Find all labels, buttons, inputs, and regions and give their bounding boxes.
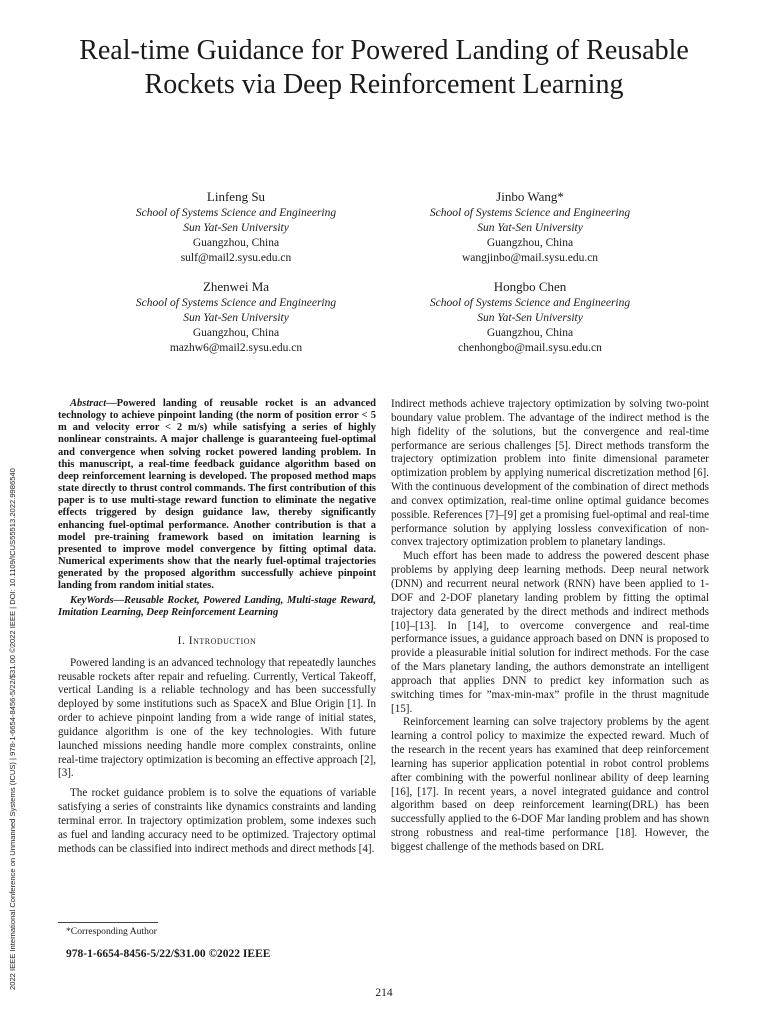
author-email: chenhongbo@mail.sysu.edu.cn <box>458 342 602 354</box>
author-name: Linfeng Su <box>206 189 266 204</box>
abstract-text: —Powered landing of reusable rocket is an advanced technology to achieve pinpoint landing (the norm of position error < 5 m and velocity error < 2 m/s) while satisfying a series of highly nonlinear constraints. A major challenge is guaranteeing fuel-optimal and convergence when solving rocket powered landing problem. In this manuscript, a real-time feedback guidance algorithm based on deep reinforcement learning is developed. The proposed method maps state directly to thrust control commands. The first contribution of this paper is to use multi-stage reward function to eliminate the negative effects triggered by design guidance law, thereby significantly enhancing fuel-optimal performance. Another contribution is that a model pre-training framework based on imitation learning is presented to improve model convergence by fitting optimal data. Numerical experiments show that the nearly fuel-optimal trajectories generated by the proposed algorithm successfully achieve pinpoint landing from random initial states. <box>58 398 376 592</box>
author-email: mazhw6@mail2.sysu.edu.cn <box>169 342 303 354</box>
author-block-2 <box>370 188 690 266</box>
author-affiliation: School of Systems Science and Engineering <box>135 207 337 219</box>
right-column <box>391 398 709 855</box>
abstract-label: Abstract <box>70 398 107 409</box>
author-email: sulf@mail2.sysu.edu.cn <box>180 252 292 264</box>
footnote: *Corresponding Author <box>66 926 157 937</box>
left-column <box>58 398 376 856</box>
author-block-1 <box>76 188 396 266</box>
author-name: Hongbo Chen <box>493 279 567 294</box>
keywords: KeyWords—Reusable Rocket, Powered Landing, Multi-stage Reward, Imitation Learning, Deep Reinforcement Learning <box>58 594 376 618</box>
page-number: 214 <box>375 987 393 999</box>
section-heading: I. Introduction <box>177 634 257 647</box>
author-affiliation: School of Systems Science and Engineering <box>429 297 631 309</box>
body-paragraph: Reinforcement learning can solve trajectory problems by the agent learning a control policy to maximize the expected reward. Much of the research in the recent years has examined that deep reinforcement learning has superior application potential in robot control problems after combining with the powerful nonlinear ability of deep learning [16], [17]. In recent years, a novel integrated guidance and control algorithm based on deep reinforcement learning(DRL) has been successfully applied to the 6-DOF Mar landing problem and has shown strong robustness and real-time performance [18]. However, the biggest challenge of the methods based on DRL <box>391 716 709 853</box>
footnote-divider <box>58 922 158 923</box>
author-name: Jinbo Wang* <box>496 189 564 204</box>
author-location: Guangzhou, China <box>192 327 280 339</box>
author-name: Zhenwei Ma <box>202 279 270 294</box>
author-location: Guangzhou, China <box>486 237 574 249</box>
conference-sidebar: 2022 IEEE International Conference on Unmanned Systems (ICUS) | 978-1-6654-8456-5/22/$31.00 ©2022 IEEE | DOI: 10.1109/ICUS55513.2022.9986540 <box>8 468 17 990</box>
author-affiliation: School of Systems Science and Engineering <box>135 297 337 309</box>
author-block-4 <box>370 278 690 356</box>
body-paragraph: Much effort has been made to address the powered descent phase problems by applying deep learning methods. Deep neural network (DNN) and recurrent neural network (RNN) have been applied to 1-DOF and 2-DOF planetary landing problem by fitting the optimal trajectory data generated by the direct methods and indirect methods [10]–[13]. In [14], to overcome convergence and real-time performance issues, a guidance approach based on DNN is proposed to provide a pleasurable initial solution for indirect methods. For the case of the Mars planetary landing, the authors demonstrate an intelligent approach that applies DNN to predict key information such as switching times for ”max-min-max” profile in the thrust magnitude [15]. <box>391 550 709 715</box>
author-location: Guangzhou, China <box>486 327 574 339</box>
author-university: Sun Yat-Sen University <box>183 222 289 234</box>
author-affiliation: School of Systems Science and Engineering <box>429 207 631 219</box>
author-university: Sun Yat-Sen University <box>183 312 289 324</box>
abstract <box>58 398 376 593</box>
paper-title: Real-time Guidance for Powered Landing of Reusable Rockets via Deep Reinforcement Learning <box>79 35 689 100</box>
author-block-3 <box>76 278 396 356</box>
author-university: Sun Yat-Sen University <box>477 312 583 324</box>
author-university: Sun Yat-Sen University <box>477 222 583 234</box>
body-paragraph: Powered landing is an advanced technology that repeatedly launches reusable rockets after repair and refueling. Currently, Vertical Takeoff, vertical Landing is a reliable technology and has been successfully deployed by some institutions such as SpaceX and Blue Origin [1]. In order to achieve pinpoint landing from a wide range of initial states, guidance algorithm is one of the key technologies. With future launched missions needing handle more complex constraints, online real-time trajectory optimization is becoming an effective approach [2], [3]. <box>58 656 376 780</box>
author-email: wangjinbo@mail.sysu.edu.cn <box>461 252 599 264</box>
body-paragraph: The rocket guidance problem is to solve the equations of variable satisfying a series of constraints like dynamics constraints and landing terminal error. In trajectory optimization problem, some indexes such as fuel and landing accuracy need to be optimized. Trajectory optimal methods can be classified into indirect methods and direct methods [4]. <box>58 787 376 855</box>
body-paragraph: Indirect methods achieve trajectory optimization by solving two-point boundary value problem. The advantage of the indirect method is the high fidelity of the solutions, but the convergence and real-time performance are serious challenges [5]. Direct methods transform the trajectory optimization problem into finite dimensional parameter optimization problem by applying numerical discretization method [6]. With the continuous development of the combination of direct methods and convex optimization, real-time online optimal guidance becomes possible. References [7]–[9] get a promising fuel-optimal and real-time performance solution by applying lossless convexification of non-convex trajectory optimization problem to planetary landings. <box>391 398 709 549</box>
copyright-notice: 978-1-6654-8456-5/22/$31.00 ©2022 IEEE <box>66 948 271 960</box>
author-location: Guangzhou, China <box>192 237 280 249</box>
